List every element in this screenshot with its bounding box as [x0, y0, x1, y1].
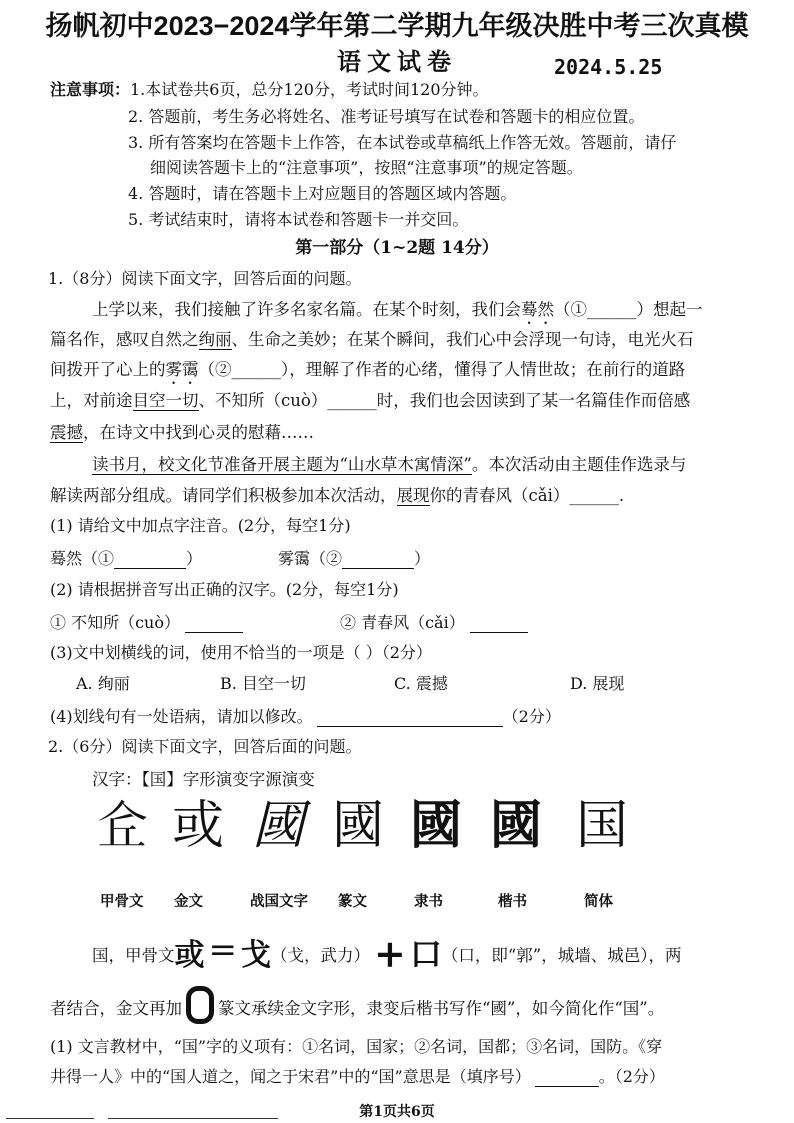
q2-sub1: (1) 文言教材中，“国”字的义项有：①名词，国家；②名词，国都；③名词，国防。《穿 [50, 1037, 663, 1056]
enclosure-frame-icon [186, 986, 214, 1024]
q1-passage-line-7: 解读两部分组成。请同学们积极参加本次活动，展现你的青春风（cǎi）______. [50, 486, 625, 505]
q2-explanation-line-2: 者结合，金文再加 篆文承续金文字形，隶变后楷书写作“國”，如今简化作“国”。 [50, 986, 664, 1024]
section-heading: 第一部分（1~2题 14分） [295, 238, 499, 258]
notes-label: 注意事项： [50, 80, 131, 99]
answer-blank[interactable] [535, 1070, 599, 1087]
footer-rule-left [6, 1118, 94, 1119]
glyph-kou-inline: 口 [409, 935, 442, 973]
q1-sub2: (2) 请根据拼音写出正确的汉字。(2分，每空1分) [50, 580, 399, 599]
glyph-bronze: 或 [172, 796, 225, 856]
option-b: B. 目空一切 [220, 674, 306, 693]
note-item-1: 1.本试卷共6页，总分120分，考试时间120分钟。 [130, 80, 489, 99]
answer-blank[interactable] [342, 552, 414, 569]
glyph-oracle-bone: 𠇯 [96, 796, 149, 856]
answer-blank[interactable] [470, 616, 528, 633]
glyph-seal: 國 [332, 796, 385, 856]
q1-passage-line-5: 震撼，在诗文中找到心灵的慰藉…… [50, 423, 314, 442]
answer-blank[interactable] [317, 710, 503, 727]
option-d: D. 展现 [570, 674, 625, 693]
note-item-2: 2. 答题前，考生务必将姓名、准考证号填写在试卷和答题卡的相应位置。 [128, 107, 645, 126]
exam-subtitle: 语文试卷 [337, 50, 457, 76]
answer-blank[interactable] [114, 552, 186, 569]
dotted-word-1: 蓦然 [521, 300, 554, 319]
q1-passage-line-2: 篇名作，感叹自然之绚丽、生命之美妙；在某个瞬间，我们心中会浮现一句诗，电光火石 [50, 330, 694, 349]
q1-passage-line-4: 上，对前途目空一切、不知所（cuò）______时，我们也会因读到了某一名篇佳作而倍感 [50, 391, 691, 410]
glyph-regular: 國 [490, 795, 543, 856]
q1-sub2-answer-b: ② 青春风（cǎi） [340, 610, 528, 633]
footer-rule-center [108, 1118, 278, 1119]
underlined-word-4: 展现 [396, 486, 430, 505]
label-seal: 篆文 [338, 893, 367, 910]
note-item-5: 5. 考试结束时，请将本试卷和答题卡一并交回。 [128, 210, 469, 229]
note-item-3-cont: 细阅读答题卡上的“注意事项”，按照“注意事项”的规定答题。 [150, 158, 583, 177]
label-simplified: 简体 [584, 893, 613, 910]
glyph-warring-states: 國 [252, 796, 305, 856]
label-regular: 楷书 [498, 893, 527, 910]
underlined-sentence: 读书月，校文化节准备开展主题为“山水草木寓情深” [92, 455, 472, 474]
answer-blank[interactable] [185, 616, 243, 633]
q2-explanation-line-1: 国，甲骨文或 = 戈（戈，武力） + 口（口，即“郭”，城墙、城邑），两 [92, 930, 682, 976]
page-footer: 第1页共6页 [359, 1104, 435, 1120]
q1-sub1: (1) 请给文中加点字注音。(2分，每空1分) [50, 516, 351, 535]
q1-sub1-answer-a: 蓦然（① ） [50, 549, 203, 568]
q1-passage-line-6: 读书月，校文化节准备开展主题为“山水草木寓情深”。本次活动由主题佳作选录与 [92, 455, 687, 474]
glyph-oracle-inline: 或 [174, 938, 205, 973]
glyph-clerical: 國 [410, 795, 463, 856]
note-item-3: 3. 所有答案均在答题卡上作答，在本试卷或草稿纸上作答无效。答题前，请仔 [128, 133, 677, 152]
underlined-word-1: 绚丽 [198, 330, 232, 349]
underlined-word-3: 震撼 [50, 423, 83, 442]
label-clerical: 隶书 [414, 893, 443, 910]
q1-sub2-answer-a: ① 不知所（cuò） [50, 610, 243, 633]
label-warring-states: 战国文字 [250, 893, 308, 910]
label-bronze: 金文 [174, 893, 203, 910]
label-oracle-bone: 甲骨文 [100, 893, 144, 910]
q2-sub1-line-2: 井得一人》中的“国人道之，闻之于宋君”中的“国”意思是（填序号） 。（2分） [50, 1067, 665, 1086]
option-c: C. 震撼 [394, 674, 448, 693]
option-a: A. 绚丽 [76, 674, 130, 693]
q1-heading: 1.（8分）阅读下面文字，回答后面的问题。 [48, 269, 362, 288]
q1-sub3: (3)文中划横线的词，使用不恰当的一项是（ ）（2分） [50, 643, 432, 662]
exam-title: 扬帆初中2023−2024学年第二学期九年级决胜中考三次真模 [45, 11, 749, 41]
glyph-simplified: 国 [576, 796, 629, 856]
dotted-word-2: 雾霭 [165, 360, 199, 379]
q1-passage-line-1: 上学以来，我们接触了许多名家名篇。在某个时刻，我们会蓦然（①______）想起一 [92, 300, 703, 319]
underlined-word-2: 目空一切 [132, 391, 199, 410]
glyph-ge-inline: 戈 [241, 938, 271, 973]
q1-sub4: (4)划线句有一处语病，请加以修改。 （2分） [50, 707, 561, 726]
q1-sub1-answer-b: 雾霭（② ） [278, 549, 431, 568]
q1-passage-line-3: 间拨开了心上的雾霭（②______），理解了作者的心绪，懂得了人情世故；在前行的道路 [50, 360, 686, 379]
q2-heading: 2.（6分）阅读下面文字，回答后面的问题。 [48, 737, 362, 756]
q2-intro: 汉字：【国】字形演变字源演变 [92, 770, 315, 789]
exam-date: 2024.5.25 [554, 55, 663, 79]
note-item-4: 4. 答题时，请在答题卡上对应题目的答题区域内答题。 [128, 184, 517, 203]
